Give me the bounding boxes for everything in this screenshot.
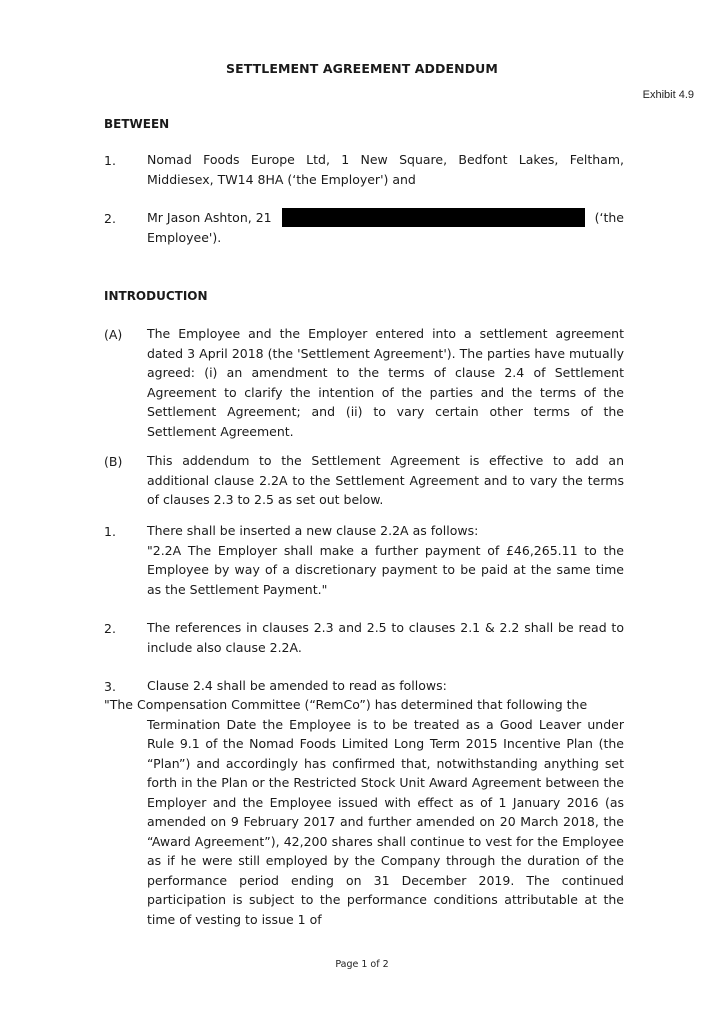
party-1-number: 1.: [104, 153, 116, 168]
clause-1-number: 1.: [104, 524, 116, 539]
recital-a-text: The Employee and the Employer entered into a settlement agreement dated 3 April 2018 (the 'Settlement Agreement'). The parties have mutually agreed: (i) an amendment to the terms of clause 2.4 of Settlement Agreement to clarify the intention of the parties and the terms of the Settlement Agreement; and (ii) to vary certain other terms of the Settlement Agreement.: [147, 326, 624, 439]
document-title: SETTLEMENT AGREEMENT ADDENDUM: [226, 61, 498, 76]
clause-2-text: The references in clauses 2.3 and 2.5 to clauses 2.1 & 2.2 shall be read to include also clause 2.2A.: [147, 620, 624, 655]
party-2-label-end: Employee').: [147, 229, 222, 245]
recital-a-label: (A): [104, 327, 123, 342]
party-2-number: 2.: [104, 211, 116, 226]
recital-b-text: This addendum to the Settlement Agreement is effective to add an additional clause 2.2A to the Settlement Agreement and to vary the terms of clauses 2.3 to 2.5 as set out below.: [147, 453, 624, 507]
clause-3-quote-first-line: "The Compensation Committee (“RemCo”) has determined that following the: [104, 697, 588, 712]
clause-1-quote: "2.2A The Employer shall make a further payment of £46,265.11 to the Employee by way of a discretionary payment to be paid at the same time as the Settlement Payment.": [147, 542, 624, 597]
exhibit-label: Exhibit 4.9: [642, 89, 694, 101]
clause-3-number: 3.: [104, 679, 116, 694]
party-2-name: Mr Jason Ashton, 21: [147, 210, 272, 225]
clause-3-quote-body: Termination Date the Employee is to be treated as a Good Leaver under Rule 9.1 of the Nomad Foods Limited Long Term 2015 Incentive Plan (the “Plan”) and accordingly has confirmed that, notwithstanding anything set forth in the Plan or the Restricted Stock Unit Award Agreement between the Employer and the Employee issued with effect as of 1 January 2016 (as amended on 9 February 2017 and further amended on 20 March 2018, the “Award Agreement”), 42,200 shares shall continue to vest for the Employee as if he were still employed by the Company through the duration of the performance period ending on 31 December 2019. The continued participation is subject to the performance conditions attributable at the time of vesting to issue 1 of: [147, 716, 624, 927]
clause-3-text: Clause 2.4 shall be amended to read as follows:: [147, 678, 447, 693]
recital-b-label: (B): [104, 454, 123, 469]
between-heading: BETWEEN: [104, 117, 170, 131]
clause-2-number: 2.: [104, 621, 116, 636]
clause-3-quote: [104, 695, 624, 929]
clause-1-intro: There shall be inserted a new clause 2.2A as follows:: [147, 523, 479, 538]
party-1-text: Nomad Foods Europe Ltd, 1 New Square, Bedfont Lakes, Feltham, Middiesex, TW14 8HA (‘the Employer') and: [147, 152, 624, 187]
party-2-text: [147, 208, 624, 247]
page-number-footer: Page 1 of 2: [335, 959, 389, 970]
clause-1-text: [147, 521, 624, 599]
introduction-heading: INTRODUCTION: [104, 289, 208, 303]
redacted-address-block: [282, 208, 585, 227]
party-2-label-start: (‘the: [594, 210, 624, 225]
